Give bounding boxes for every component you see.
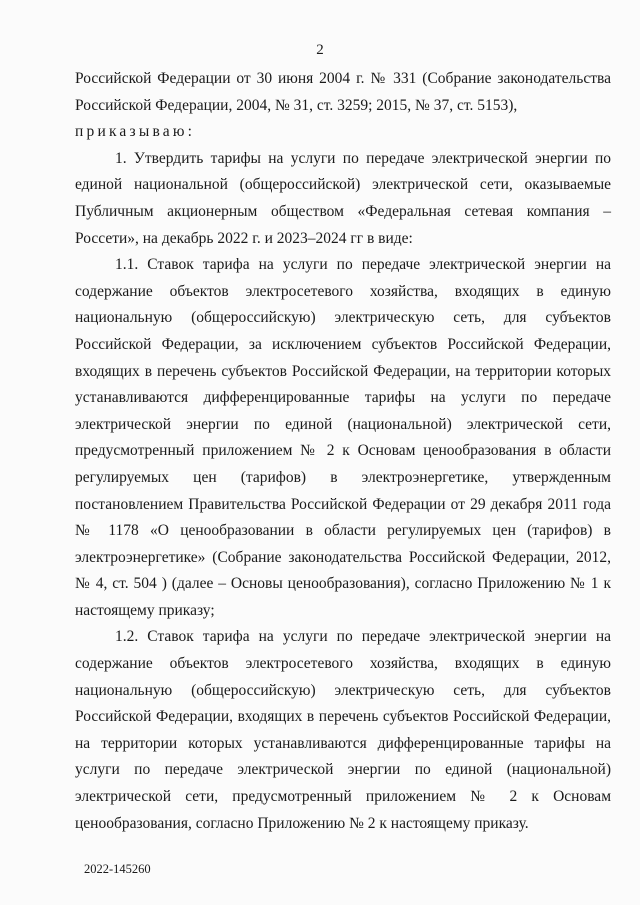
document-body [75, 66, 611, 837]
paragraph-item-1-2: 1.2. Ставок тарифа на услуги по передаче электрической энергии на содержание объектов электросетевого хозяйства, входящих в единую национальную (общероссийскую) электрическую сеть, для субъектов Российской Федерации, входящих в перечень субъектов Российской Федерации, на территории которых устанавливаются дифференцированные тарифы на услуги по передаче электрической энергии по единой (национальной) электрической сети, предусмотренный приложением № 2 к Основам ценообразования, согласно Приложению № 2 к настоящему приказу. [75, 628, 611, 832]
paragraph-item-1-1: 1.1. Ставок тарифа на услуги по передаче электрической энергии на содержание объектов электросетевого хозяйства, входящих в единую национальную (общероссийскую) электрическую сеть, для субъектов Российской Федерации, за исключением субъектов Российской Федерации, входящих в перечень субъектов Российской Федерации, на территории которых устанавливаются дифференцированные тарифы на услуги по передаче электрической энергии по единой (национальной) электрической сети, предусмотренный приложением № 2 к Основам ценообразования в области регулируемых цен (тарифов) в электроэнергетике, утвержденным постановлением Правительства Российской Федерации от 29 декабря 2011 года № 1178 «О ценообразовании в области регулируемых цен (тарифов) в электроэнергетике» (Собрание законодательства Российской Федерации, 2012, № 4, ст. 504 ) (далее – Основы ценообразования), согласно Приложению № 1 к настоящему приказу; [75, 256, 611, 619]
paragraph-order-keyword: приказываю: [75, 123, 196, 141]
paragraph-item-1: 1. Утвердить тарифы на услуги по передаче электрической энергии по единой национальной (общероссийской) электрической сети, оказываемые Публичным акционерным обществом «Федеральная сетевая компания – Россети», на декабрь 2022 г. и 2023–2024 гг в виде: [75, 149, 611, 247]
paragraph-preamble-continuation: Российской Федерации от 30 июня 2004 г. № 331 (Собрание законодательства Российской Федерации, 2004, № 31, ст. 3259; 2015, № 37, ст. 5153), [75, 70, 611, 114]
page-number: 2 [316, 42, 324, 58]
document-id: 2022-145260 [84, 862, 151, 876]
